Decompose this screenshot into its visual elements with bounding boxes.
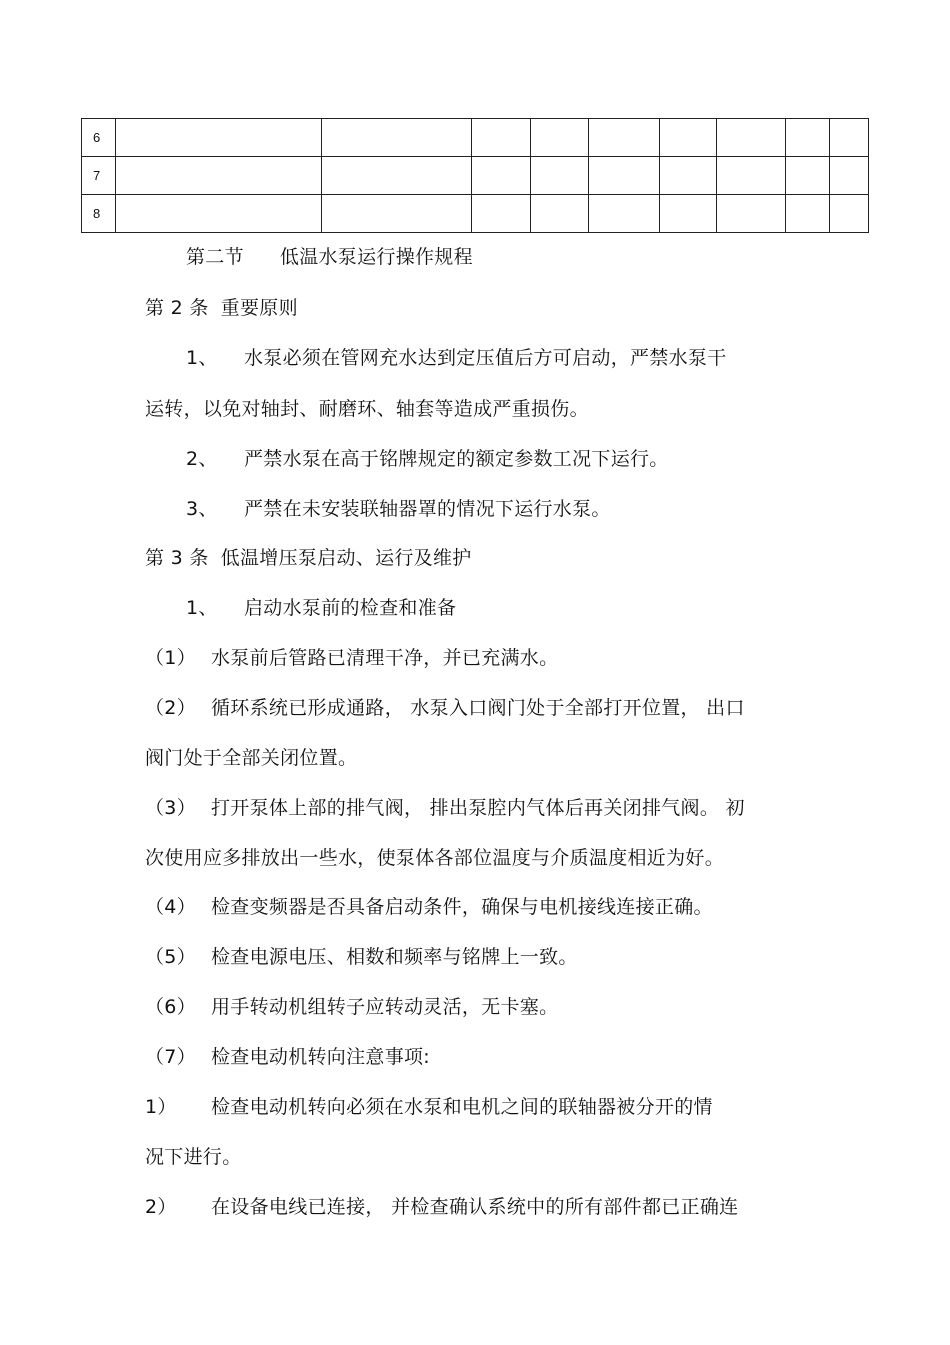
table-cell [660,195,717,233]
sub-item [145,895,713,919]
point-item [145,1095,713,1119]
table-cell [322,195,472,233]
table-cell [472,157,531,195]
sub-item-number: （2） [145,697,196,719]
point-text: 检查电动机转向必须在水泵和电机之间的联轴器被分开的情 [211,1096,713,1118]
sub-item-continuation: 阀门处于全部关闭位置。 [145,747,358,769]
table-cell [589,119,660,157]
table-cell [322,157,472,195]
sub-item-text: 水泵前后管路已清理干净，并已充满水。 [211,647,559,669]
sub-item-number: （1） [145,647,196,669]
sub-item-text: 检查电动机转向注意事项: [211,1046,431,1068]
table-cell [717,157,786,195]
sub-item-text: 循环系统已形成通路， 水泵入口阀门处于全部打开位置， 出口 [211,697,745,719]
sub-item [145,696,745,720]
list-item [186,596,456,620]
table-cell [660,157,717,195]
table-cell [116,119,322,157]
point-number: 2） [145,1196,177,1218]
section-heading [186,245,473,269]
table-cell [786,195,830,233]
table-cell [589,157,660,195]
table-cell [830,157,869,195]
sub-item-number: （7） [145,1046,196,1068]
table-cell [830,119,869,157]
sub-item-text: 检查变频器是否具备启动条件，确保与电机接线连接正确。 [211,896,713,918]
table-cell [472,119,531,157]
section-label: 第二节 [186,246,244,268]
sub-item-continuation: 次使用应多排放出一些水，使泵体各部位温度与介质温度相近为好。 [145,847,725,869]
table-cell [717,195,786,233]
sub-item-number: （3） [145,797,196,819]
sub-item-text: 打开泵体上部的排气阀， 排出泵腔内气体后再关闭排气阀。 初 [211,797,745,819]
item-number: 2、 [186,448,218,470]
point-continuation: 况下进行。 [145,1146,242,1168]
item-number: 1、 [186,347,218,369]
table-cell [786,119,830,157]
row-number: 6 [82,119,116,157]
table-cell [531,157,589,195]
table-cell [322,119,472,157]
table-row [82,157,869,195]
sub-item-text: 用手转动机组转子应转动灵活，无卡塞。 [211,996,559,1018]
table-cell [472,195,531,233]
item-text: 严禁在未安装联轴器罩的情况下运行水泵。 [244,498,611,520]
article-3-heading [145,546,472,570]
table-row [82,195,869,233]
item-number: 1、 [186,597,218,619]
sub-item-text: 检查电源电压、相数和频率与铭牌上一致。 [211,946,578,968]
sub-item [145,945,578,969]
row-number: 8 [82,195,116,233]
list-item [186,447,669,471]
table-cell [116,157,322,195]
row-number: 7 [82,157,116,195]
item-continuation: 运转，以免对轴封、耐磨环、轴套等造成严重损伤。 [145,398,589,420]
article-title: 低温增压泵启动、运行及维护 [220,547,472,569]
table-cell [717,119,786,157]
article-label: 第 2 条 [145,297,209,319]
table-cell [786,157,830,195]
table-cell [830,195,869,233]
table-cell [116,195,322,233]
article-label: 第 3 条 [145,547,209,569]
article-2-heading [145,296,298,320]
list-item [186,497,611,521]
sub-item [145,646,558,670]
section-title: 低温水泵运行操作规程 [279,246,473,268]
point-text: 在设备电线已连接， 并检查确认系统中的所有部件都已正确连 [211,1196,739,1218]
sub-item-number: （4） [145,896,196,918]
sub-item [145,995,558,1019]
list-item [186,346,727,370]
point-item [145,1195,738,1219]
article-title: 重要原则 [220,297,298,319]
item-text: 严禁水泵在高于铭牌规定的额定参数工况下运行。 [244,448,669,470]
sub-item-number: （5） [145,946,196,968]
table-cell [531,119,589,157]
table-cell [531,195,589,233]
item-number: 3、 [186,498,218,520]
sub-item [145,796,745,820]
record-table [81,118,869,233]
sub-item-number: （6） [145,996,196,1018]
table-cell [660,119,717,157]
table-row [82,119,869,157]
sub-item [145,1045,430,1069]
table-cell [589,195,660,233]
point-number: 1） [145,1096,177,1118]
item-text: 水泵必须在管网充水达到定压值后方可启动，严禁水泵干 [244,347,727,369]
item-text: 启动水泵前的检查和准备 [244,597,457,619]
